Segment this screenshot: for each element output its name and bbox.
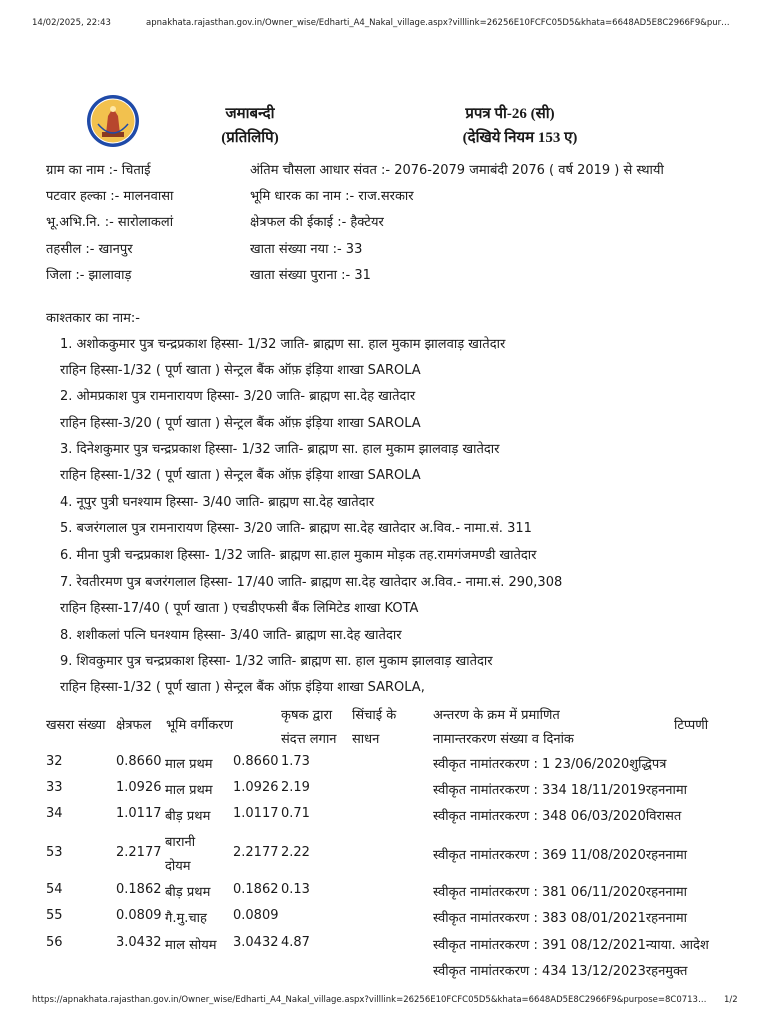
owner-line: 7. रेवतीरमण पुत्र बजरंगलाल हिस्सा- 17/40 जाति- ब्राह्मण सा.देह खातेदार अ.विव.- नामा.सं. 290,308 (60, 575, 563, 590)
cell-land-class-2: दोयम (165, 859, 191, 874)
owner-line: 1. अशोककुमार पुत्र चन्द्रप्रकाश हिस्सा- 1/32 जाति- ब्राह्मण सा. हाल मुकाम झालवाड़ खातेदार (60, 337, 506, 352)
print-timestamp: 14/02/2025, 22:43 (32, 18, 111, 28)
col-header-land-class: भूमि वर्गीकरण (166, 718, 234, 733)
doc-title-jamabandi: जमाबन्दी (225, 106, 275, 122)
cell-rent: 1.73 (281, 754, 310, 769)
col-header-area: क्षेत्रफल (116, 718, 152, 733)
cell-rent: 0.71 (281, 806, 310, 821)
cell-rent: 0.13 (281, 882, 310, 897)
owner-line: 5. बजरंगलाल पुत्र रामनारायण हिस्सा- 3/20 जाति- ब्राह्मण सा.देह खातेदार अ.विव.- नामा.सं. 311 (60, 521, 532, 536)
cell-class-area: 2.2177 (233, 845, 279, 860)
owner-line: राहिन हिस्सा-17/40 ( पूर्ण खाता ) एचडीएफसी बैंक लिमिटेड शाखा KOTA (60, 601, 419, 616)
cell-rent: 2.19 (281, 780, 310, 795)
patwar-halka: पटवार हल्का :- मालनवासा (46, 189, 174, 204)
village-name: ग्राम का नाम :- चिताई (46, 163, 151, 178)
cell-class-area: 0.0809 (233, 908, 279, 923)
district: जिला :- झालावाड़ (46, 268, 132, 283)
cell-area: 0.1862 (116, 882, 162, 897)
cell-khasra: 32 (46, 754, 63, 769)
cell-rent: 4.87 (281, 935, 310, 950)
settlement-basis: अंतिम चौसला आधार संवत :- 2076-2079 जमाबंदी 2076 ( वर्ष 2019 ) से स्थायी (250, 163, 664, 178)
page-number: 1/2 (724, 995, 738, 1005)
owner-line: 9. शिवकुमार पुत्र चन्द्रप्रकाश हिस्सा- 1/32 जाति- ब्राह्मण सा. हाल मुकाम झालवाड़ खातेदार (60, 654, 493, 669)
cell-land-class: बीड़ प्रथम (165, 809, 211, 824)
cell-mutation: स्वीकृत नामांतरकरण : 334 18/11/2019रहननामा (433, 783, 688, 798)
print-header-url: apnakhata.rajasthan.gov.in/Owner_wise/Edharti_A4_Nakal_village.aspx?villlink=26256E10FCFC05D5&khata=6648AD5E8C2966F9&pur… (146, 18, 730, 28)
cell-area: 0.0809 (116, 908, 162, 923)
cell-land-class: गै.मु.चाह (165, 911, 207, 926)
cell-land-class: बारानी (165, 835, 196, 850)
col-header-irrigation: सिंचाई के (352, 708, 397, 723)
cell-khasra: 55 (46, 908, 63, 923)
tehsil: तहसील :- खानपुर (46, 242, 133, 257)
cell-class-area: 3.0432 (233, 935, 279, 950)
col-header-rent-2: संदत्त लगान (281, 732, 337, 747)
owner-line: राहिन हिस्सा-1/32 ( पूर्ण खाता ) सेन्ट्रल बैंक ऑफ़ इंड़िया शाखा SAROLA (60, 468, 421, 483)
cell-khasra: 33 (46, 780, 63, 795)
cell-khasra: 34 (46, 806, 63, 821)
cell-mutation: स्वीकृत नामांतरकरण : 369 11/08/2020रहननामा (433, 848, 688, 863)
cell-area: 1.0117 (116, 806, 162, 821)
cell-area: 3.0432 (116, 935, 162, 950)
cell-class-area: 0.8660 (233, 754, 279, 769)
cell-class-area: 0.1862 (233, 882, 279, 897)
col-header-khasra: खसरा संख्या (46, 718, 106, 733)
cell-mutation: स्वीकृत नामांतरकरण : 383 08/01/2021रहननामा (433, 911, 688, 926)
cell-land-class: माल प्रथम (165, 783, 213, 798)
col-header-rent: कृषक द्वारा (281, 708, 333, 723)
owner-line: राहिन हिस्सा-1/32 ( पूर्ण खाता ) सेन्ट्रल बैंक ऑफ़ इंड़िया शाखा SAROLA (60, 363, 421, 378)
col-header-mutation-2: नामान्तरकरण संख्या व दिनांक (433, 732, 574, 747)
rajasthan-govt-emblem-icon (86, 94, 140, 148)
cell-land-class: माल सोयम (165, 938, 217, 953)
cell-area: 1.0926 (116, 780, 162, 795)
col-header-irrigation-2: साधन (352, 732, 380, 747)
land-holder-name: भूमि धारक का नाम :- राज.सरकार (250, 189, 414, 204)
print-footer-url: https://apnakhata.rajasthan.gov.in/Owner_wise/Edharti_A4_Nakal_village.aspx?villlink=26256E10FCFC05D5&khata=6648AD5E8C2966F9&purpose=8C0713… (32, 995, 707, 1005)
owner-line: राहिन हिस्सा-3/20 ( पूर्ण खाता ) सेन्ट्रल बैंक ऑफ़ इंड़िया शाखा SAROLA (60, 416, 421, 431)
cell-class-area: 1.0926 (233, 780, 279, 795)
owner-line: 3. दिनेशकुमार पुत्र चन्द्रप्रकाश हिस्सा- 1/32 जाति- ब्राह्मण सा. हाल मुकाम झालवाड़ खातेदार (60, 442, 500, 457)
cell-land-class: माल प्रथम (165, 757, 213, 772)
doc-title-copy: (प्रतिलिपि) (221, 130, 279, 146)
owner-line: 2. ओमप्रकाश पुत्र रामनारायण हिस्सा- 3/20 जाति- ब्राह्मण सा.देह खातेदार (60, 389, 416, 404)
khata-number-old: खाता संख्या पुराना :- 31 (250, 268, 371, 283)
cell-khasra: 56 (46, 935, 63, 950)
cell-class-area: 1.0117 (233, 806, 279, 821)
form-title: प्रपत्र पी-26 (सी) (465, 106, 555, 122)
khata-number-new: खाता संख्या नया :- 33 (250, 242, 363, 257)
cell-area: 2.2177 (116, 845, 162, 860)
owner-line: 6. मीना पुत्री चन्द्रप्रकाश हिस्सा- 1/32 जाति- ब्राह्मण सा.हाल मुकाम मोड़क तह.रामगंजमण्डी खातेदार (60, 548, 537, 563)
owner-line: 4. नूपुर पुत्री घनश्याम हिस्सा- 3/40 जाति- ब्राह्मण सा.देह खातेदार (60, 495, 375, 510)
area-unit: क्षेत्रफल की ईकाई :- हैक्टेयर (250, 215, 384, 230)
cell-mutation: स्वीकृत नामांतरकरण : 434 13/12/2023रहनमुक्त (433, 964, 688, 979)
owner-line: राहिन हिस्सा-1/32 ( पूर्ण खाता ) सेन्ट्रल बैंक ऑफ़ इंड़िया शाखा SAROLA, (60, 680, 425, 695)
cell-mutation: स्वीकृत नामांतरकरण : 1 23/06/2020शुद्धिपत्र (433, 757, 667, 772)
cell-mutation: स्वीकृत नामांतरकरण : 381 06/11/2020रहननामा (433, 885, 688, 900)
owners-heading: काश्तकार का नाम:- (46, 311, 140, 326)
form-rule: (देखिये नियम 153 ए) (462, 130, 578, 146)
land-record-inspector: भू.अभि.नि. :- सारोलाकलां (46, 215, 174, 230)
cell-khasra: 53 (46, 845, 63, 860)
cell-rent: 2.22 (281, 845, 310, 860)
col-header-mutation: अन्तरण के क्रम में प्रमाणित (433, 708, 560, 723)
cell-khasra: 54 (46, 882, 63, 897)
cell-area: 0.8660 (116, 754, 162, 769)
col-header-remarks: टिप्पणी (674, 718, 709, 733)
owner-line: 8. शशीकलां पत्नि घनश्याम हिस्सा- 3/40 जाति- ब्राह्मण सा.देह खातेदार (60, 628, 402, 643)
cell-mutation: स्वीकृत नामांतरकरण : 391 08/12/2021न्याया. आदेश (433, 938, 709, 953)
cell-land-class: बीड़ प्रथम (165, 885, 211, 900)
cell-mutation: स्वीकृत नामांतरकरण : 348 06/03/2020विरासत (433, 809, 682, 824)
